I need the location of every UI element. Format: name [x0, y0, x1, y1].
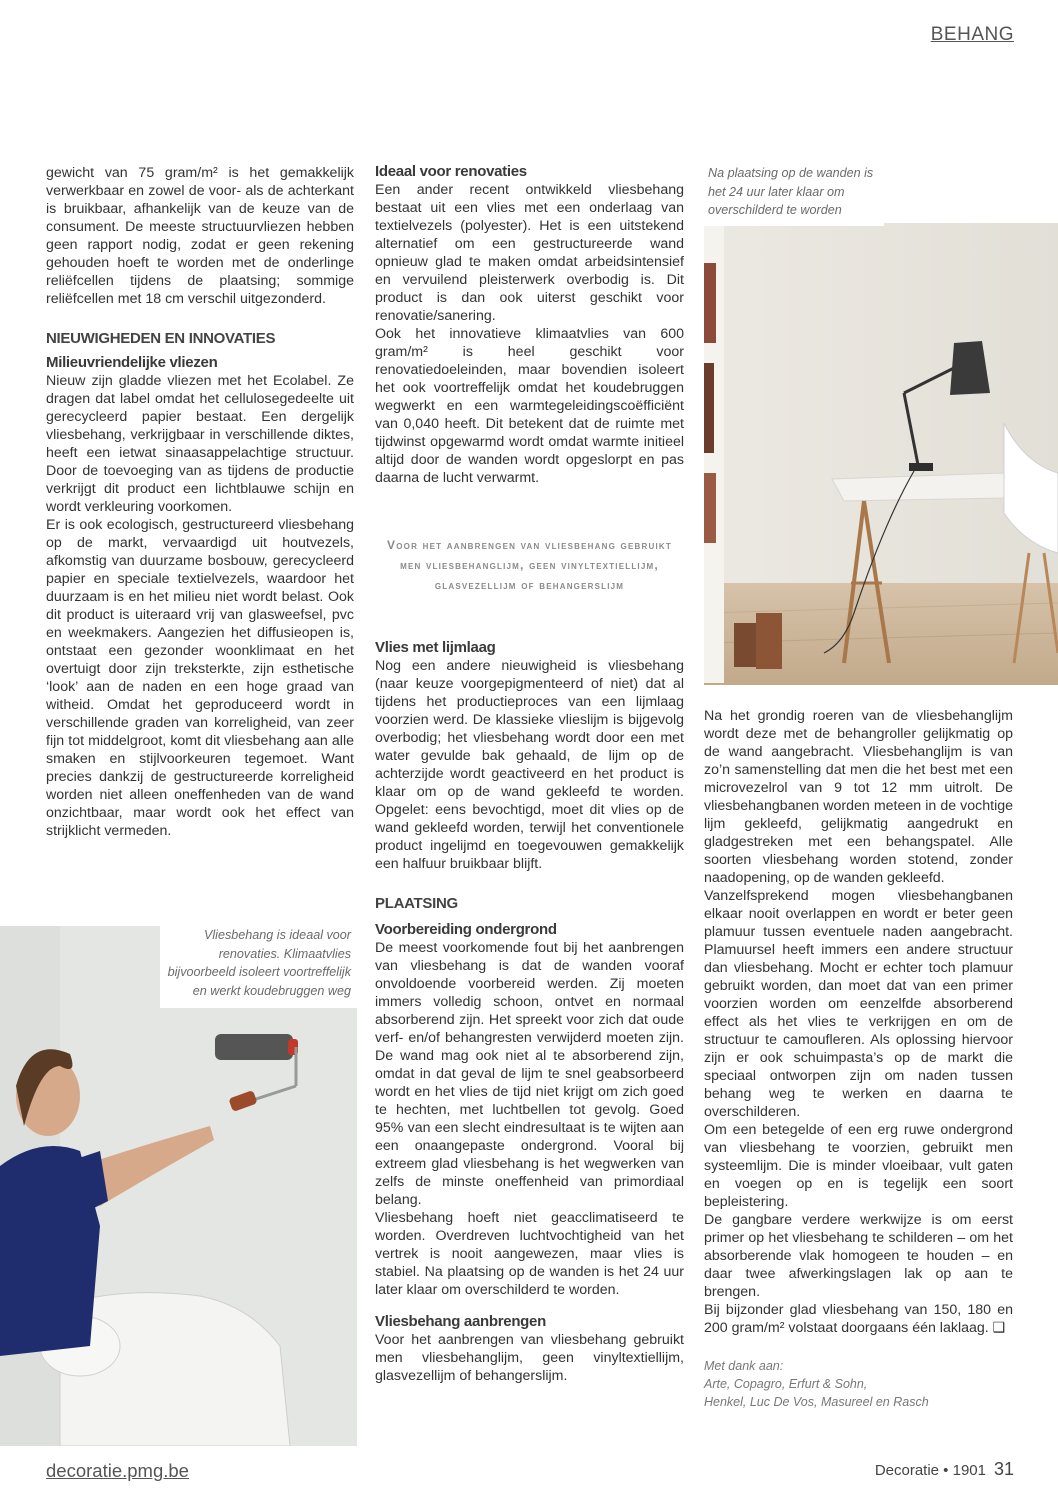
page-footer — [875, 1459, 1014, 1480]
paragraph: Vanzelfsprekend mogen vliesbehangbanen elkaar nooit overlappen en wordt er beter geen plamuur tussen eventuele naden aangebracht. Plamuursel heeft immers een andere structuur dan vliesbehang. Mocht er echter toch plamuur gebruikt worden, dan moet dat van een primer voorzien worden om eenzelfde absorberend effect als het vlies te verkrijgen en om de structuur te camoufleren. Als oplossing hiervoor zijn er ook schuimpasta’s op de markt die speciaal ontworpen zijn om naden tussen behang weg te werken en daarna te overschilderen. — [704, 888, 1013, 1120]
acknowledgements-title: Met dank aan: — [704, 1359, 784, 1373]
paragraph: Bij bijzonder glad vliesbehang van 150, 180 en 200 gram/m² volstaat doorgaans één laklaag. ❑ — [704, 1302, 1013, 1336]
paragraph: gewicht van 75 gram/m² is het gemakkelijk verwerkbaar en zowel de voor- als de achterkant is bruikbaar, afhankelijk van de keuze van de consument. De meeste structuurvliezen hebben geen rapport nodig, zodat er geen rekening gehouden hoeft te worden met de onderlinge reliëfcellen tijdens de plaatsing; sommige reliëfcellen met 18 cm verschil uitgezonderd. — [46, 165, 354, 307]
column-3 — [704, 707, 1013, 1411]
paragraph: Ook het innovatieve klimaatvlies van 600 gram/m² is heel geschikt voor renovatiedoeleinden, maar bovendien isoleert het ook voortreffelijk omdat het koudebruggen wegwerkt en een warmtegeleidingscoëfficiënt van 0,040 heeft. Dit betekent dat de ruimte met tijdwinst opgewarmd wordt omdat warmte initieel altijd door de wanden wordt opgeslorpt en pas daarna de lucht verwarmt. — [375, 326, 684, 486]
column-1 — [46, 164, 354, 840]
paragraph: Om een betegelde of een erg ruwe ondergrond van vliesbehang te voorzien, gebruikt men systeemlijm. Die is minder vloeibaar, vult gaten en voegen op en is tegelijk een soort bepleistering. — [704, 1122, 1013, 1210]
subheading: Vliesbehang aanbrengen — [375, 1313, 546, 1330]
section-tag: BEHANG — [930, 24, 1014, 45]
issue-label: Decoratie • 1901 — [874, 1462, 986, 1479]
paragraph: Een ander recent ontwikkeld vliesbehang bestaat uit een vlies met een onderlaag van textielvezels (polyester). Het is een uitstekend alternatief om een gestructureerde wand opnieuw glad te maken omdat arbeidsintensief en vervuilend pleisterwerk overbodig is. Dit product is dan ook uiterst geschikt voor renovatie/sanering. — [375, 182, 684, 324]
section-heading: NIEUWIGHEDEN EN INNOVATIES — [46, 330, 276, 347]
photo-caption: Na plaatsing op de wanden is het 24 uur later klaar om overschilderd te worden — [704, 164, 884, 226]
section-heading: PLAATSING — [375, 895, 458, 912]
acknowledgements — [704, 1357, 1013, 1411]
paragraph: De gangbare verdere werkwijze is om eerst primer op het vliesbehang te schilderen – om het absorberende vlak homogeen te houden – en daar twee afwerkingslagen lak op aan te brengen. — [704, 1212, 1013, 1300]
paragraph: Er is ook ecologisch, gestructureerd vliesbehang op de markt, vervaardigd uit houtvezels, afkomstig van duurzame bosbouw, gerecycleerd papier en speciale textielvezels, waardoor het duurzaam is en het milieu niet wordt belast. Ook dit product is uiteraard vrij van glasweefsel, pvc en weekmakers. Aangezien het diffusieopen is, ontstaat een gezonder woonklimaat en het overtuigt door zijn treksterkte, zijn esthetische ‘look’ aan de naden en een hoge graad van witheid. Omdat het geproduceerd wordt in verschillende graden van korreligheid, van zeer fijn tot middelgroot, komt dit vliesbehang aan alle smaken en stijlvoorkeuren tegemoet. Want precies dankzij de gestructureerde korreligheid worden niet alleen oneffenheden van de wand onzichtbaar, maar wordt ook het effect van strijklicht vermeden. — [46, 517, 354, 839]
pull-quote: Voor het aanbrengen van vliesbehang gebruikt men vliesbehanglijm, geen vinyltextiellijm, glasvezellijm of behangerslijm — [387, 538, 672, 592]
subheading: Vlies met lijmlaag — [375, 639, 496, 656]
paragraph: Voor het aanbrengen van vliesbehang gebruikt men vliesbehanglijm, geen vinyltextiellijm, glasvezellijm of behangerslijm. — [375, 1332, 684, 1384]
subheading: Milieuvriendelijke vliezen — [46, 354, 218, 371]
paragraph: De meest voorkomende fout bij het aanbrengen van vliesbehang is dat de wanden vooraf onvoldoende voorbereid werden. Zij moeten immers volledig schoon, ontvet en normaal absorberend zijn. Het spreekt voor zich dat oude verf- en/of behangresten verwijderd moeten zijn. De wand mag ook niet al te absorberend zijn, omdat in dat geval de lijm te snel geabsorbeerd wordt en het vlies de tijd niet krijgt om zich goed te hechten, met luchtbellen tot gevolg. Goed 95% van een slecht eindresultaat is te wijten aan een onaangepaste ondergrond. Vooral bij extreem glad vliesbehang is het wegwerken van zelfs de minste oneffenheid van primordiaal belang. — [375, 940, 684, 1208]
room-illustration — [704, 223, 1058, 685]
page-number: 31 — [993, 1459, 1014, 1479]
paragraph: Nieuw zijn gladde vliezen met het Ecolabel. Ze dragen dat label omdat het cellulosegedeelte uit gerecycleerd papier bestaat. Een dergelijk vliesbehang, verkrijgbaar in verschillende diktes, heeft een ietwat sinaasappelachtige structuur. Door de toevoeging van as tijdens de productie verkrijgt dit product een lichtblauwe schijn en wordt verkleuring voorkomen. — [46, 373, 354, 515]
website-link[interactable]: decoratie.pmg.be — [46, 1460, 189, 1481]
column-2 — [375, 163, 684, 1385]
acknowledgements-line: Arte, Copagro, Erfurt & Sohn, — [704, 1377, 868, 1391]
subheading: Voorbereiding ondergrond — [375, 921, 557, 938]
photo-caption: Vliesbehang is ideaal voor renovaties. Klimaatvlies bijvoorbeeld isoleert voortreffelijk en werkt koudebruggen weg — [160, 926, 357, 1008]
room-photo — [704, 223, 1058, 685]
subheading: Ideaal voor renovaties — [375, 163, 527, 180]
paragraph: Na het grondig roeren van de vliesbehanglijm wordt deze met de behangroller gelijkmatig op de wand aangebracht. Vliesbehanglijm is van zo’n samenstelling dat men die het best met een microvezelrol van 9 tot 12 mm uitrolt. De vliesbehangbanen worden meteen in de vochtige lijm gekleefd, gelijkmatig aangedrukt en gladgestreken met een behangspatel. Alle soorten vliesbehang worden stotend, zonder naadopening, op de wanden gekleefd. — [704, 708, 1013, 886]
acknowledgements-line: Henkel, Luc De Vos, Masureel en Rasch — [704, 1395, 929, 1409]
paragraph: Vliesbehang hoeft niet geacclimatiseerd te worden. Overdreven luchtvochtigheid van het vertrek is nooit aangewezen, maar vlies is stabiel. Na plaatsing op de wanden is het 24 uur later klaar om overschilderd te worden. — [375, 1210, 684, 1298]
paragraph: Nog een andere nieuwigheid is vliesbehang (naar keuze voorgepigmenteerd of niet) dat al tijdens het productieproces van een lijmlaag voorzien werd. De klassieke vlieslijm is bijgevolg overbodig; het vliesbehang wordt door een met water gevulde bak gehaald, de lijm op de achterzijde wordt geactiveerd en het product is klaar om op de wand gekleefd te worden. Opgelet: eens bevochtigd, moet dit vlies op de wand gekleefd worden, terwijl het conventionele product ingelijmd en toegevouwen gemakkelijk een halfuur bruikbaar blijft. — [375, 658, 684, 872]
